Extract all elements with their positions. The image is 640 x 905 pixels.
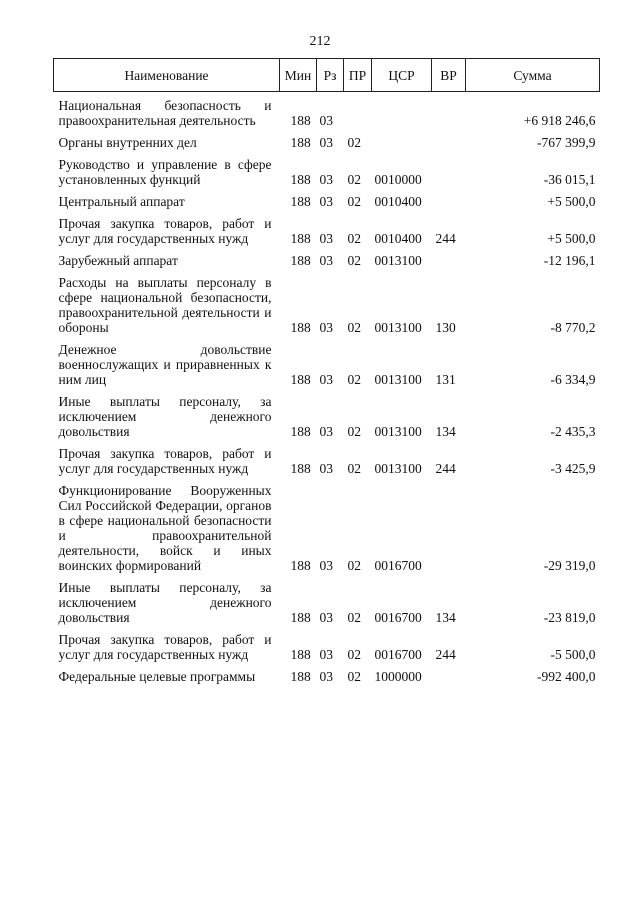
row-min: 188 xyxy=(290,172,311,187)
row-sum: -29 319,0 xyxy=(543,558,596,573)
row-sum: +5 500,0 xyxy=(547,231,596,246)
row-rz: 03 xyxy=(319,647,333,662)
row-csr xyxy=(372,92,432,129)
budget-table xyxy=(53,58,600,684)
row-pr: 02 xyxy=(347,647,361,662)
table-row xyxy=(54,150,600,187)
table-row xyxy=(54,476,600,573)
row-vr: 244 xyxy=(435,231,456,246)
row-sum: -3 425,9 xyxy=(550,461,596,476)
table-row xyxy=(54,209,600,246)
row-sum: -12 196,1 xyxy=(543,253,596,268)
row-min: 188 xyxy=(290,320,311,335)
row-vr xyxy=(432,476,466,573)
header-min: Мин xyxy=(280,59,317,92)
row-vr: 244 xyxy=(435,461,456,476)
row-min: 188 xyxy=(290,372,311,387)
row-min: 188 xyxy=(290,253,311,268)
row-sum: -23 819,0 xyxy=(543,610,596,625)
header-vr: ВР xyxy=(432,59,466,92)
table-row xyxy=(54,439,600,476)
header-pr: ПР xyxy=(344,59,372,92)
row-csr xyxy=(372,128,432,150)
row-rz: 03 xyxy=(319,172,333,187)
row-name: Прочая закупка товаров, работ и услуг для государственных нужд xyxy=(58,632,272,662)
row-min: 188 xyxy=(290,461,311,476)
row-rz: 03 xyxy=(319,461,333,476)
row-sum: -992 400,0 xyxy=(537,669,596,684)
row-vr xyxy=(432,187,466,209)
table-row xyxy=(54,573,600,625)
table-row xyxy=(54,662,600,684)
row-name: Зарубежный аппарат xyxy=(58,253,178,268)
table-body xyxy=(54,92,600,685)
row-pr: 02 xyxy=(347,669,361,684)
row-pr: 02 xyxy=(347,253,361,268)
table-row xyxy=(54,268,600,335)
row-name: Иные выплаты персоналу, за исключением денежного довольствия xyxy=(58,394,272,439)
row-name: Прочая закупка товаров, работ и услуг для государственных нужд xyxy=(58,446,272,476)
row-pr: 02 xyxy=(347,558,361,573)
row-vr: 134 xyxy=(435,424,456,439)
row-min: 188 xyxy=(290,669,311,684)
row-csr: 0010400 xyxy=(374,231,422,246)
row-csr: 1000000 xyxy=(374,669,422,684)
header-rz: Рз xyxy=(317,59,344,92)
row-sum: -767 399,9 xyxy=(537,135,596,150)
row-pr: 02 xyxy=(347,320,361,335)
table-header xyxy=(54,59,600,92)
row-csr: 0010400 xyxy=(374,194,422,209)
row-csr: 0013100 xyxy=(374,320,422,335)
row-name: Руководство и управление в сфере установленных функций xyxy=(58,157,272,187)
row-name: Расходы на выплаты персоналу в сфере национальной безопасности, правоохранительной деятельности и обороны xyxy=(58,275,272,335)
row-min: 188 xyxy=(290,194,311,209)
row-name: Национальная безопасность и правоохранительная деятельность xyxy=(58,98,272,128)
row-csr: 0013100 xyxy=(374,461,422,476)
row-sum: -36 015,1 xyxy=(543,172,596,187)
row-csr: 0016700 xyxy=(374,558,422,573)
row-vr: 130 xyxy=(435,320,456,335)
row-rz: 03 xyxy=(319,558,333,573)
row-pr: 02 xyxy=(347,231,361,246)
row-rz: 03 xyxy=(319,610,333,625)
row-name: Денежное довольствие военнослужащих и приравненных к ним лиц xyxy=(58,342,272,387)
row-vr: 244 xyxy=(435,647,456,662)
row-pr: 02 xyxy=(347,424,361,439)
header-csr: ЦСР xyxy=(372,59,432,92)
row-name: Прочая закупка товаров, работ и услуг для государственных нужд xyxy=(58,216,272,246)
row-min: 188 xyxy=(290,647,311,662)
row-min: 188 xyxy=(290,610,311,625)
row-vr xyxy=(432,246,466,268)
row-name: Иные выплаты персоналу, за исключением денежного довольствия xyxy=(58,580,272,625)
table-row xyxy=(54,246,600,268)
row-vr xyxy=(432,150,466,187)
row-pr: 02 xyxy=(347,610,361,625)
row-sum: -6 334,9 xyxy=(550,372,596,387)
table-row xyxy=(54,335,600,387)
row-vr: 131 xyxy=(435,372,456,387)
row-rz: 03 xyxy=(319,253,333,268)
row-sum: +6 918 246,6 xyxy=(523,113,596,128)
row-vr: 134 xyxy=(435,610,456,625)
row-pr: 02 xyxy=(347,172,361,187)
row-vr xyxy=(432,662,466,684)
table-row xyxy=(54,92,600,129)
row-pr: 02 xyxy=(347,135,361,150)
row-min: 188 xyxy=(290,558,311,573)
row-pr: 02 xyxy=(347,372,361,387)
table-row xyxy=(54,625,600,662)
row-csr: 0016700 xyxy=(374,610,422,625)
row-sum: -5 500,0 xyxy=(550,647,596,662)
row-min: 188 xyxy=(290,231,311,246)
table-row xyxy=(54,128,600,150)
row-rz: 03 xyxy=(319,669,333,684)
row-csr: 0013100 xyxy=(374,372,422,387)
row-rz: 03 xyxy=(319,320,333,335)
row-rz: 03 xyxy=(319,113,333,128)
row-sum: +5 500,0 xyxy=(547,194,596,209)
row-pr xyxy=(344,92,372,129)
row-rz: 03 xyxy=(319,194,333,209)
header-sum: Сумма xyxy=(466,59,600,92)
row-min: 188 xyxy=(290,113,311,128)
row-sum: -2 435,3 xyxy=(550,424,596,439)
row-pr: 02 xyxy=(347,194,361,209)
row-rz: 03 xyxy=(319,372,333,387)
header-name: Наименование xyxy=(54,59,280,92)
row-rz: 03 xyxy=(319,424,333,439)
row-min: 188 xyxy=(290,424,311,439)
row-name: Федеральные целевые программы xyxy=(58,669,256,684)
table-row xyxy=(54,387,600,439)
table-row xyxy=(54,187,600,209)
row-csr: 0010000 xyxy=(374,172,422,187)
row-name: Центральный аппарат xyxy=(58,194,185,209)
header-row xyxy=(54,59,600,92)
row-pr: 02 xyxy=(347,461,361,476)
page-number: 212 xyxy=(309,34,331,49)
row-csr: 0013100 xyxy=(374,253,422,268)
row-vr xyxy=(432,92,466,129)
row-csr: 0013100 xyxy=(374,424,422,439)
row-csr: 0016700 xyxy=(374,647,422,662)
row-vr xyxy=(432,128,466,150)
row-rz: 03 xyxy=(319,231,333,246)
row-rz: 03 xyxy=(319,135,333,150)
row-min: 188 xyxy=(290,135,311,150)
row-name: Органы внутренних дел xyxy=(58,135,197,150)
row-name: Функционирование Вооруженных Сил Российской Федерации, органов в сфере национальной безопасности и правоохранительной деятельности, войск и иных воинских формирований xyxy=(58,483,272,573)
row-sum: -8 770,2 xyxy=(550,320,596,335)
